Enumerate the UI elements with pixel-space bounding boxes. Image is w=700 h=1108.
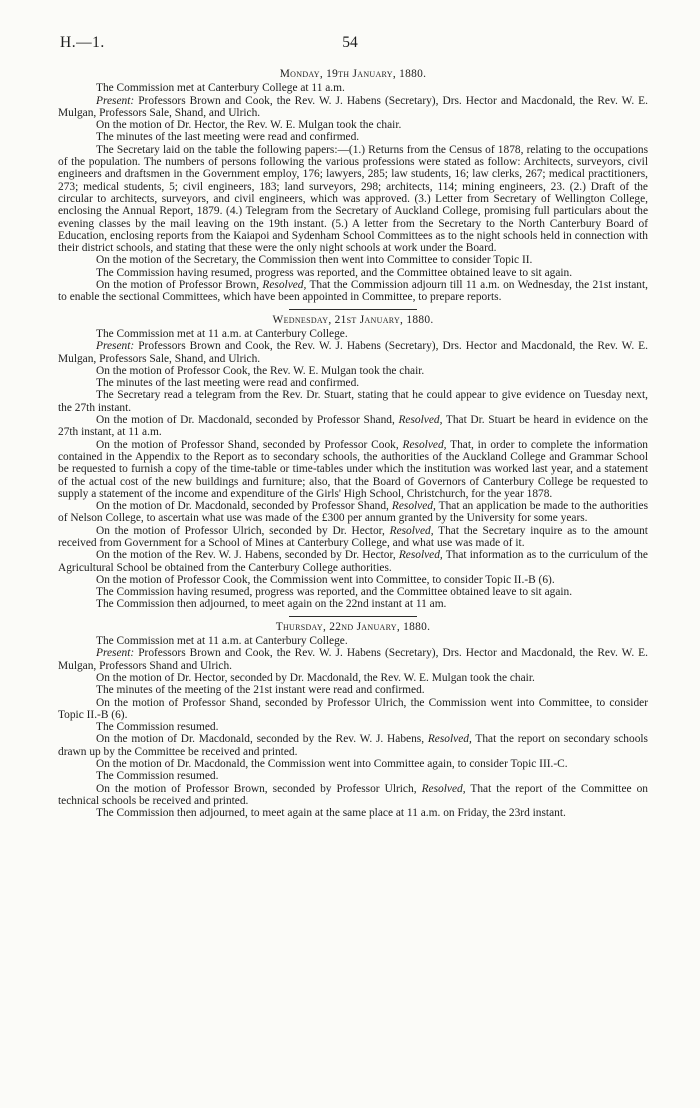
minutes-paragraph: [58, 389, 648, 414]
minutes-paragraph: [58, 279, 648, 304]
paragraph-text: On the motion of the Rev. W. J. Habens, seconded by Dr. Hector,: [96, 549, 399, 562]
paragraph-text: That the report on secondary schools drawn up by the Committee be received and printed.: [58, 733, 648, 758]
resolved-label: Resolved,: [262, 279, 307, 292]
present-label: Present:: [96, 647, 135, 660]
paragraph-text: The Commission met at Canterbury College at 11 a.m.: [96, 82, 345, 95]
paragraph-text: The Secretary read a telegram from the Rev. Dr. Stuart, stating that he could appear to give evidence on Tuesday next, the 27th instant.: [58, 389, 648, 414]
paragraph-text: Professors Brown and Cook, the Rev. W. J. Habens (Secretary), Drs. Hector and Macdonald, the Rev. W. E. Mulgan, Professors Shand and Ulrich.: [58, 647, 648, 672]
paragraph-text: On the motion of Professor Ulrich, seconded by Dr. Hector,: [96, 524, 390, 537]
resolved-label: Resolved,: [402, 438, 447, 451]
section-title: Monday, 19th January, 1880.: [279, 68, 427, 80]
paragraph-text: The Commission met at 11 a.m. at Canterbury College.: [96, 635, 348, 648]
minutes-paragraph: [58, 647, 648, 672]
minutes-paragraph: [58, 525, 648, 550]
paragraph-text: That, in order to complete the information contained in the Appendix to the Report as to secondary schools, the authorities of the Auckland College and Grammar School be requested to furnish a copy of the time-table or time-tables under which the institution was worked last year, and a statement of the actual cost of the new buildings and furniture; also, that the Board of Governors of Canterbury College be requested to supply a statement of the income and expenditure of the Girls' High School, Christchurch, for the year 1878.: [58, 438, 648, 500]
minutes-paragraph: [58, 267, 648, 279]
minutes-paragraph: [58, 586, 648, 598]
paragraph-text: That the Secretary inquire as to the amount received from Government for a School of Mines at Canterbury College, and what use was made of it.: [58, 524, 648, 549]
page-number: 54: [342, 34, 358, 51]
minutes-paragraph: [58, 783, 648, 808]
paragraph-text: On the motion of Professor Cook, the Rev. W. E. Mulgan took the chair.: [96, 364, 425, 377]
section-title: Wednesday, 21st January, 1880.: [272, 313, 434, 326]
paragraph-text: The Commission resumed.: [96, 770, 219, 783]
resolved-label: Resolved,: [398, 414, 443, 427]
resolved-label: Resolved,: [427, 733, 472, 746]
paragraph-text: That the Commission adjourn till 11 a.m. on Wednesday, the 21st instant, to enable the sectional Committees, which have been appointed in Committee, to prepare reports.: [58, 279, 648, 304]
minutes-paragraph: [58, 684, 648, 696]
minutes-paragraph: [58, 439, 648, 500]
paragraph-text: That the report of the Committee on technical schools be received and printed.: [58, 782, 648, 807]
paragraph-text: That an application be made to the authorities of Nelson College, to ascertain what use was made of the £300 per annum granted by the University for some years.: [58, 500, 648, 525]
minutes-paragraph: [58, 144, 648, 255]
minutes-paragraph: [58, 377, 648, 389]
paragraph-text: On the motion of Dr. Hector, seconded by Dr. Macdonald, the Rev. W. E. Mulgan took the chair.: [96, 671, 535, 684]
paragraph-text: On the motion of Dr. Hector, the Rev. W. E. Mulgan took the chair.: [96, 119, 402, 132]
paragraph-text: The minutes of the meeting of the 21st instant were read and confirmed.: [96, 684, 425, 697]
minutes-body: [58, 66, 648, 820]
resolved-label: Resolved,: [421, 782, 466, 795]
paragraph-text: The Commission met at 11 a.m. at Canterbury College.: [96, 327, 348, 340]
header-reference: H.—1.: [60, 34, 105, 51]
minutes-paragraph: [58, 95, 648, 120]
minutes-paragraph: [58, 574, 648, 586]
minutes-paragraph: [58, 119, 648, 131]
minutes-paragraph: [58, 82, 648, 94]
paragraph-text: The minutes of the last meeting were read and confirmed.: [96, 131, 360, 144]
paragraph-text: The Commission having resumed, progress was reported, and the Committee obtained leave to sit again.: [96, 586, 573, 599]
resolved-label: Resolved,: [398, 549, 443, 562]
minutes-paragraph: [58, 721, 648, 733]
page-header: [60, 34, 640, 56]
section-divider: [289, 616, 417, 617]
paragraph-text: On the motion of the Secretary, the Commission then went into Committee to consider Topic II.: [96, 254, 533, 267]
minutes-paragraph: [58, 500, 648, 525]
paragraph-text: The Commission having resumed, progress was reported, and the Committee obtained leave to sit again.: [96, 266, 573, 279]
section-divider: [289, 309, 417, 310]
paragraph-text: On the motion of Professor Brown,: [96, 279, 263, 292]
paragraph-text: The Commission then adjourned, to meet again on the 22nd instant at 11 am.: [96, 598, 447, 611]
paragraph-text: Professors Brown and Cook, the Rev. W. J. Habens (Secretary), Drs. Hector and Macdonald, the Rev. W. E. Mulgan, Professors Sale, Shand, and Ulrich.: [58, 94, 648, 119]
minutes-paragraph: [58, 733, 648, 758]
minutes-paragraph: [58, 414, 648, 439]
paragraph-text: The Commission resumed.: [96, 721, 219, 734]
present-label: Present:: [96, 340, 135, 353]
paragraph-text: On the motion of Professor Shand, seconded by Professor Cook,: [96, 438, 403, 451]
section-title: Thursday, 22nd January, 1880.: [275, 620, 431, 633]
paragraph-text: On the motion of Professor Cook, the Commission went into Committee, to consider Topic II.-B (6).: [96, 573, 555, 586]
minutes-paragraph: [58, 131, 648, 143]
paragraph-text: The minutes of the last meeting were read and confirmed.: [96, 377, 360, 390]
minutes-paragraph: [58, 770, 648, 782]
paragraph-text: On the motion of Dr. Macdonald, the Commission went into Committee again, to consider Topic III.-C.: [96, 758, 568, 771]
paragraph-text: On the motion of Dr. Macdonald, seconded by the Rev. W. J. Habens,: [96, 733, 428, 746]
minutes-paragraph: [58, 758, 648, 770]
minutes-paragraph: [58, 697, 648, 722]
paragraph-text: That Dr. Stuart be heard in evidence on the 27th instant, at 11 a.m.: [58, 414, 649, 439]
present-label: Present:: [96, 94, 135, 107]
paragraph-text: That information as to the curriculum of the Agricultural School be obtained from the Canterbury College authorities.: [58, 549, 648, 574]
minutes-paragraph: [58, 549, 648, 574]
minutes-paragraph: [58, 635, 648, 647]
paragraph-text: On the motion of Professor Shand, seconded by Professor Ulrich, the Commission went into Committee, to consider Topic II.-B (6).: [58, 696, 648, 721]
paragraph-text: On the motion of Professor Brown, seconded by Professor Ulrich,: [96, 782, 422, 795]
paragraph-text: The Commission then adjourned, to meet again at the same place at 11 a.m. on Friday, the 23rd instant.: [96, 807, 566, 820]
minutes-paragraph: [58, 807, 648, 819]
paragraph-text: Professors Brown and Cook, the Rev. W. J. Habens (Secretary), Drs. Hector and Macdonald, the Rev. W. E. Mulgan, Professors Sale, Shand, and Ulrich.: [58, 340, 648, 365]
minutes-paragraph: [58, 365, 648, 377]
minutes-paragraph: [58, 328, 648, 340]
minutes-paragraph: [58, 254, 648, 266]
minutes-paragraph: [58, 598, 648, 610]
paragraph-text: On the motion of Dr. Macdonald, seconded by Professor Shand,: [96, 414, 399, 427]
resolved-label: Resolved,: [389, 524, 434, 537]
minutes-paragraph: [58, 672, 648, 684]
paragraph-text: On the motion of Dr. Macdonald, seconded by Professor Shand,: [96, 500, 392, 513]
minutes-paragraph: [58, 340, 648, 365]
paragraph-text: The Secretary laid on the table the following papers:—(1.) Returns from the Census of 1878, relating to the occupations of the population. The numbers of persons following the various professions were stated as follow: Architects, surveyors, civil engineers and draftsmen in the Government employ, 176; lawyers, 285; law students, 16; law clerks, 267; medical practitioners, 273; medical students, 5; civil engineers, 183; land surveyors, 298; architects, 114; mining engineers, 23. (2.) Draft of the circular to architects, surveyors, and civil engineers, which was approved. (3.) Letter from Secretary of Wellington College, enclosing the Annual Report, 1879. (4.) Telegram from the Secretary of Auckland College, promising full particulars about the evening classes by the mail leaving on the 19th instant. (5.) A letter from the Secretary to the North Canterbury Board of Education, enclosing reports from the Kaiapoi and Sydenham School Committees as to the night schools held in connection with their district schools, and stating that these were the only night schools at work under the Board.: [58, 143, 648, 255]
resolved-label: Resolved,: [391, 500, 436, 513]
